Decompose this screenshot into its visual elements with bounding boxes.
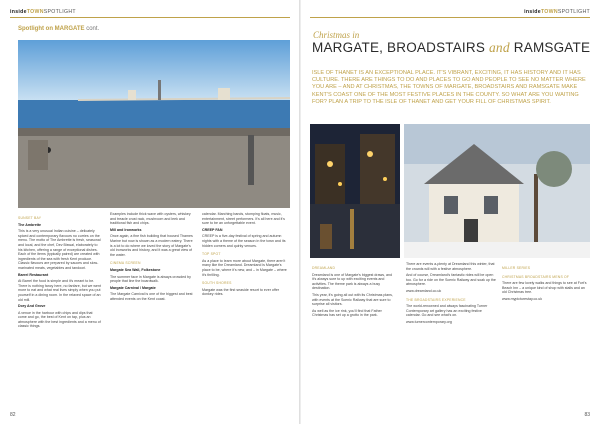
col-text: As well as the ice rink, you'll find that Father Christmas has set up a grotto in the park. — [312, 308, 382, 318]
col-label: SOUTH SHORES — [202, 281, 232, 286]
col-head: CREEP FAN — [202, 227, 223, 232]
page-number-left: 82 — [10, 412, 16, 418]
spread-gutter — [299, 0, 301, 424]
col-text: As a place to learn more about Margate, there aren't many like the Dreamland. Dreamland is Margate's place to be, where it's new, and – in Margate – where it's thrilling. — [202, 258, 287, 277]
col-label: CINEMA SCREEN — [110, 261, 141, 266]
section-name: TOWN — [540, 9, 558, 15]
col-text: The world-renowned and always fascinating Turner Contemporary art gallery has an exciting festive calendar. Go and see what's on. — [406, 304, 488, 318]
col-label: MILLER SERIES — [502, 266, 531, 270]
col-text: calendar. Marching bands, stomping floats, music, entertainment, street performers. It's all here and it's sure to be an unforgettable event. — [202, 212, 285, 226]
col-label: SUNSET BAY — [18, 216, 42, 220]
col-label: CHRISTMAS BROADSTAIRS MENS OF — [502, 274, 570, 279]
col-text: www.mypicturestay.co.uk — [502, 296, 543, 301]
article-title — [312, 40, 590, 56]
article-kicker: Christmas in — [313, 30, 360, 40]
section-suffix: SPOTLIGHT — [43, 9, 76, 15]
section-name: TOWN — [26, 9, 44, 15]
left-column-1 — [18, 212, 102, 412]
col-head: Barrel Restaurant — [18, 272, 49, 277]
brand-name: inside — [524, 9, 541, 15]
right-column-3 — [502, 262, 590, 412]
left-page-header — [10, 9, 76, 15]
col-head: Mill and Ironworks — [110, 227, 142, 232]
article-intro: ISLE OF THANET IS AN EXCEPTIONAL PLACE. IT'S VIBRANT, EXCITING, IT HAS HISTORY AND IT HAS CULTURE. THERE ARE THINGS TO DO AND PLACES TO GO AND PEOPLE TO SEE NO MATTER WHERE YOU ARE – AND AT CHRISTMAS, THE TOWNS OF MARGATE, BROADSTAIRS AND RAMSGATE MAKE KENT'S COAST ONE OF THE MOST FESTIVE PLACES IN THE COUNTY. SO WHAT ARE YOU WAITING FOR? PLAN A TRIP TO THE ISLE OF THANET AND GET YOUR FILL OF CHRISTMAS SPIRIT. — [312, 70, 586, 105]
kicker-title: Spotlight on MARGATE — [18, 26, 85, 32]
col-text: Once again, a fine fish building that housed Thames Marine but now is shown as a modern eatery. There is a lot to do where we loved the story of Margate's old ironworks and history, and it was a great view of the water. — [110, 234, 193, 257]
col-head: Margate Carnival / Margate — [110, 285, 156, 290]
col-text: This year, it's going all out with its Christmas plans, with events at the Scenic Railway that are sure to surprise all visitors. — [312, 292, 393, 307]
col-head: Dory And Grove — [18, 304, 46, 309]
kicker-sub: cont. — [86, 26, 100, 32]
col-head: The Ambrette — [18, 222, 42, 227]
left-column-2 — [110, 212, 194, 412]
col-text: www.turnercontemporary.org — [406, 319, 452, 324]
col-label: THE BROADSTAIRS EXPERIENCE — [406, 297, 466, 302]
col-text: CREEP is a five-day festival of spring and autumn nights with a theme of the season in the town and its hidden corners and quirky venues. — [202, 234, 286, 248]
col-text: The summer face in Margate is always crowded by people that line the boardwalk. — [110, 274, 191, 284]
right-column-1 — [312, 262, 397, 412]
col-text: At Barrel the food is simple and it's meant to be. There is nothing fancy here, no fanfare, but we went more to eat and what real lives simply when you put yourself in a dining room. In the relaxed space of an old mill. — [18, 279, 101, 302]
title-part1: MARGATE, BROADSTAIRS — [312, 40, 486, 55]
winter-house-photo — [404, 124, 590, 258]
col-text: And of course, Dreamland's fantastic rides will be open too. Go for a ride on the Scenic Railway and soak up the atmosphere. — [406, 273, 496, 287]
col-text: This is a very unusual Indian cuisine – delicately spiced and contemporary flavours no curries on the menu. The motto of The Ambrette is fresh, seasonal and local, and the chef, Dev Biswal, elaborately to his kitchen, offering a range of exceptional dishes. Each of the items (typically paired) are created with ingredients of the sea with fresh Kent produce. Classic flavours are prepared by sauces and slow-marinated meats, vegetables and tandoori. — [18, 229, 101, 270]
right-page-header — [524, 9, 590, 15]
header-rule — [310, 17, 590, 18]
col-text: Examples include thick wave with oysters, whiskey and treacle crust rack, mushroom and leek and traditional fish and chips. — [110, 212, 191, 226]
col-text: Margate was the first seaside resort to ever offer donkey rides. — [202, 287, 280, 297]
title-part2: RAMSGATE — [513, 40, 591, 55]
brand-name: inside — [10, 9, 27, 15]
section-suffix: SPOTLIGHT — [557, 9, 590, 15]
col-text: A venue in the harbour with chips and dips that come and go, the best of Kent on tap, plus an atmosphere with the best ingredients and a menu of classic things. — [18, 310, 101, 329]
spotlight-kicker — [18, 26, 99, 32]
left-column-3 — [202, 212, 290, 412]
night-street-photo — [310, 124, 400, 258]
header-rule — [10, 17, 290, 18]
col-text: www.dreamland.co.uk — [406, 288, 442, 293]
page-number-right: 83 — [584, 412, 590, 418]
col-head: Margate Sea Wall, Folkestone — [110, 267, 161, 272]
col-text: There are few lovely walks and things to see at Fort's Beach Inn – a unique kind of shop with stalls and an old Christmas tree. — [502, 281, 587, 295]
harbour-photo — [18, 40, 290, 208]
col-label: TOP SPOT — [202, 252, 221, 257]
right-column-2 — [406, 262, 496, 412]
col-text: Dreamland is one of Margate's biggest draws, and it's always sure to up with exciting events and activities. The theme park is always a busy destination. — [312, 272, 392, 291]
col-text: The Margate Carnival is one of the biggest and best attended events on the Kent coast. — [110, 292, 193, 301]
col-text: There are events a-plenty at Dreamland this winter, that the crowds will with a festive atmosphere. — [406, 262, 495, 271]
col-label: DREAMLAND — [312, 266, 336, 270]
title-and: and — [488, 40, 510, 55]
